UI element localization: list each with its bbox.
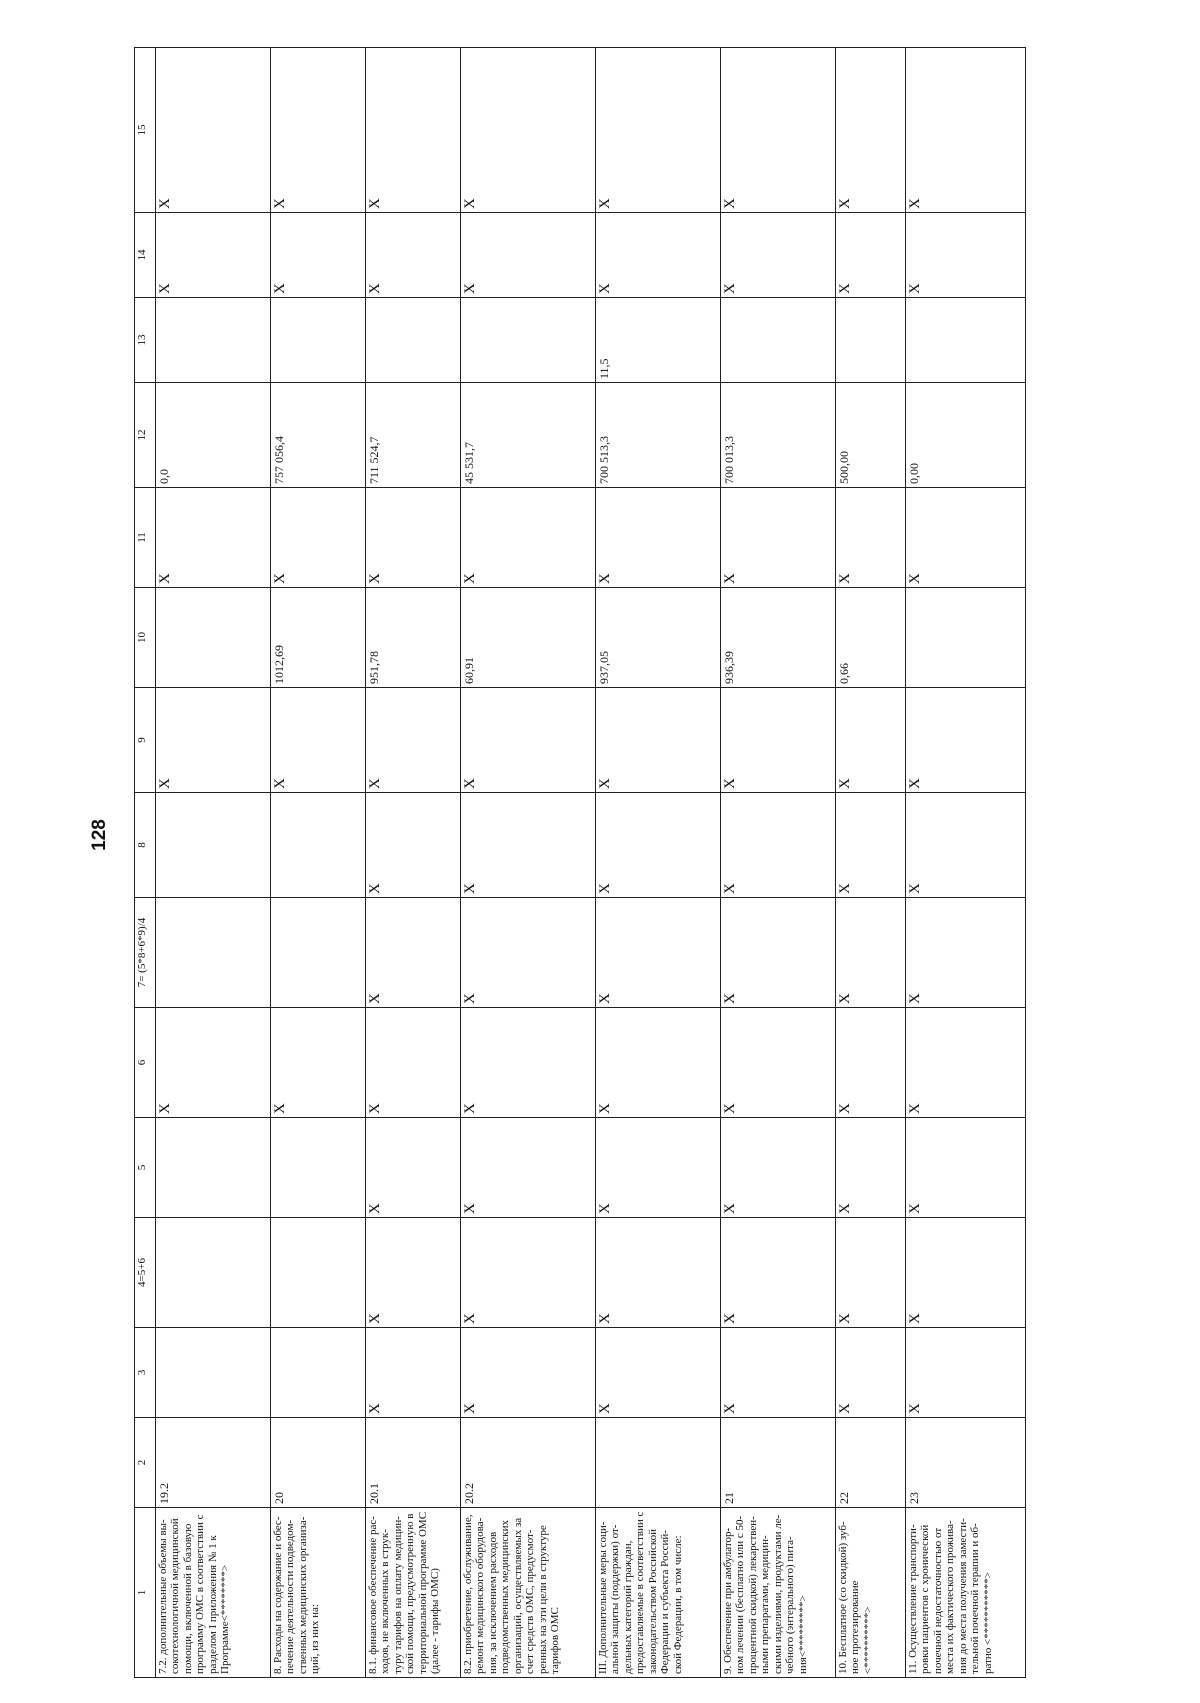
cell-col-5: X — [596, 1118, 721, 1218]
cell-col-5 — [271, 1118, 366, 1218]
cell-col-15: X — [721, 48, 836, 213]
row-code: 19.2 — [156, 1418, 271, 1508]
cell-col-6: X — [596, 1008, 721, 1118]
cell-col-8: X — [366, 793, 461, 898]
cell-col-11: X — [836, 488, 906, 588]
header-cell-3: 3 — [135, 1328, 156, 1418]
header-cell-15: 15 — [135, 48, 156, 213]
row-description: III. Дополнительные меры соци-альной защиты (поддержки) от-дельных категорий граждан, предоставляемые в соответствии с законодательством Российской Федерации и субъекта Россий-ской Федерации, в том числе: — [596, 1508, 721, 1678]
row-code: 20.2 — [461, 1418, 596, 1508]
header-cell-13: 13 — [135, 298, 156, 383]
cell-col-14: X — [271, 213, 366, 298]
table-row — [906, 48, 1026, 1678]
cell-col-15: X — [366, 48, 461, 213]
cell-col-10: 0,66 — [836, 588, 906, 688]
cell-col-12: 700 513,3 — [596, 383, 721, 488]
cell-col-10 — [906, 588, 1026, 688]
table-row — [366, 48, 461, 1678]
cell-col-12: 757 056,4 — [271, 383, 366, 488]
row-description: 7.2. дополнительные объемы вы-сокотехнологичной медицинской помощи, включенной в базовую программу ОМС в соответствии с разделом I приложения № 1 к Программе<********> — [156, 1508, 271, 1678]
cell-col-9: X — [271, 688, 366, 793]
cell-col-8: X — [906, 793, 1026, 898]
cell-col-13 — [156, 298, 271, 383]
cell-col-5: X — [461, 1118, 596, 1218]
cell-col-6: X — [271, 1008, 366, 1118]
cell-col-6: X — [366, 1008, 461, 1118]
cell-col-14: X — [836, 213, 906, 298]
cell-col-9: X — [156, 688, 271, 793]
cell-col-15: X — [906, 48, 1026, 213]
cell-col-5: X — [906, 1118, 1026, 1218]
cell-col-13 — [461, 298, 596, 383]
cell-col-7: X — [721, 898, 836, 1008]
cell-col-9: X — [836, 688, 906, 793]
header-cell-14: 14 — [135, 213, 156, 298]
row-code: 23 — [906, 1418, 1026, 1508]
table-row — [156, 48, 271, 1678]
cell-col-14: X — [721, 213, 836, 298]
cell-col-5: X — [836, 1118, 906, 1218]
cell-col-9: X — [906, 688, 1026, 793]
cell-col-13 — [906, 298, 1026, 383]
cell-col-4: X — [836, 1218, 906, 1328]
row-description: 8.2. приобретение, обслуживание, ремонт медицинского оборудова-ния, за исключением расходов подведомственных медицинских организаций, осуществляемых за счет средств ОМС, предусмот-ренных на эти цели в структуре тарифов ОМС — [461, 1508, 596, 1678]
cell-col-8 — [271, 793, 366, 898]
cell-col-6: X — [156, 1008, 271, 1118]
header-cell-2: 2 — [135, 1418, 156, 1508]
cell-col-11: X — [596, 488, 721, 588]
header-cell-7: 7= (5*8+6*9)/4 — [135, 898, 156, 1008]
cell-col-9: X — [596, 688, 721, 793]
cell-col-10: 951,78 — [366, 588, 461, 688]
cell-col-15: X — [836, 48, 906, 213]
row-code: 20 — [271, 1418, 366, 1508]
cell-col-6: X — [836, 1008, 906, 1118]
cell-col-10: 937,05 — [596, 588, 721, 688]
cell-col-15: X — [461, 48, 596, 213]
row-code: 21 — [721, 1418, 836, 1508]
cell-col-12: 700 013,3 — [721, 383, 836, 488]
cell-col-8 — [156, 793, 271, 898]
cell-col-3: X — [461, 1328, 596, 1418]
cell-col-7: X — [366, 898, 461, 1008]
cell-col-5: X — [366, 1118, 461, 1218]
header-cell-10: 10 — [135, 588, 156, 688]
cell-col-13 — [836, 298, 906, 383]
table-row — [836, 48, 906, 1678]
cell-col-6: X — [461, 1008, 596, 1118]
cell-col-7: X — [836, 898, 906, 1008]
cell-col-4: X — [366, 1218, 461, 1328]
cell-col-10 — [156, 588, 271, 688]
cell-col-10: 60,91 — [461, 588, 596, 688]
header-cell-8: 8 — [135, 793, 156, 898]
cell-col-8: X — [461, 793, 596, 898]
cell-col-3 — [156, 1328, 271, 1418]
row-code: 20.1 — [366, 1418, 461, 1508]
row-description: 9. Обеспечение при амбулатор-ном лечении (бесплатно или с 50-процентной скидкой) лекарствен-ными препаратами, медицин-скими изделиями, продуктами ле-чебного (энтерального) пита-ния<*********> — [721, 1508, 836, 1678]
cell-col-9: X — [461, 688, 596, 793]
cell-col-7: X — [906, 898, 1026, 1008]
cell-col-7: X — [461, 898, 596, 1008]
data-table — [134, 47, 1026, 1678]
table-row — [596, 48, 721, 1678]
cell-col-14: X — [366, 213, 461, 298]
cell-col-3: X — [366, 1328, 461, 1418]
cell-col-3: X — [721, 1328, 836, 1418]
cell-col-14: X — [596, 213, 721, 298]
cell-col-10: 936,39 — [721, 588, 836, 688]
cell-col-8: X — [596, 793, 721, 898]
cell-col-6: X — [906, 1008, 1026, 1118]
row-description: 8.1. финансовое обеспечение рас-ходов, не включенных в струк-туру тарифов на оплату медицин-ской помощи, предусмотренную в территориальной программе ОМС (далее - тарифы ОМС) — [366, 1508, 461, 1678]
cell-col-4 — [156, 1218, 271, 1328]
cell-col-14: X — [156, 213, 271, 298]
cell-col-3: X — [836, 1328, 906, 1418]
page-number: 128 — [89, 819, 110, 851]
cell-col-4: X — [906, 1218, 1026, 1328]
cell-col-7 — [271, 898, 366, 1008]
cell-col-3: X — [906, 1328, 1026, 1418]
row-code — [596, 1418, 721, 1508]
row-description: 8. Расходы на содержание и обес-печение деятельности подведом-ственных медицинских организа-ций, из них на: — [271, 1508, 366, 1678]
cell-col-13 — [271, 298, 366, 383]
cell-col-13: 11,5 — [596, 298, 721, 383]
cell-col-5: X — [721, 1118, 836, 1218]
cell-col-13 — [721, 298, 836, 383]
cell-col-15: X — [596, 48, 721, 213]
header-cell-11: 11 — [135, 488, 156, 588]
header-row — [135, 48, 156, 1678]
cell-col-11: X — [906, 488, 1026, 588]
cell-col-10: 1012,69 — [271, 588, 366, 688]
rotated-table-wrapper — [134, 48, 994, 1678]
cell-col-11: X — [271, 488, 366, 588]
cell-col-11: X — [461, 488, 596, 588]
cell-col-12: 500,00 — [836, 383, 906, 488]
header-cell-12: 12 — [135, 383, 156, 488]
header-cell-4: 4=5+6 — [135, 1218, 156, 1328]
table-row — [271, 48, 366, 1678]
cell-col-5 — [156, 1118, 271, 1218]
cell-col-14: X — [461, 213, 596, 298]
cell-col-15: X — [271, 48, 366, 213]
cell-col-11: X — [721, 488, 836, 588]
cell-col-6: X — [721, 1008, 836, 1118]
cell-col-12: 0,00 — [906, 383, 1026, 488]
cell-col-13 — [366, 298, 461, 383]
cell-col-4: X — [721, 1218, 836, 1328]
cell-col-4: X — [461, 1218, 596, 1328]
cell-col-12: 711 524,7 — [366, 383, 461, 488]
cell-col-12: 45 531,7 — [461, 383, 596, 488]
cell-col-15: X — [156, 48, 271, 213]
row-code: 22 — [836, 1418, 906, 1508]
header-cell-6: 6 — [135, 1008, 156, 1118]
row-description: 10. Бесплатное (со скидкой) зуб-ное протезирование <**********> — [836, 1508, 906, 1678]
cell-col-14: X — [906, 213, 1026, 298]
row-description: 11. Осуществление транспорти-ровки пациентов с хронической почечной недостаточностью от места их фактического прожива-ния до места получения замести-тельной почечной терапии и об-ратно <***********> — [906, 1508, 1026, 1678]
table-row — [461, 48, 596, 1678]
cell-col-8: X — [721, 793, 836, 898]
table-row — [721, 48, 836, 1678]
header-cell-5: 5 — [135, 1118, 156, 1218]
cell-col-4: X — [596, 1218, 721, 1328]
header-cell-1: 1 — [135, 1508, 156, 1678]
cell-col-3 — [271, 1328, 366, 1418]
cell-col-7: X — [596, 898, 721, 1008]
cell-col-11: X — [156, 488, 271, 588]
cell-col-9: X — [721, 688, 836, 793]
header-cell-9: 9 — [135, 688, 156, 793]
cell-col-4 — [271, 1218, 366, 1328]
cell-col-9: X — [366, 688, 461, 793]
cell-col-7 — [156, 898, 271, 1008]
cell-col-8: X — [836, 793, 906, 898]
cell-col-12: 0,0 — [156, 383, 271, 488]
cell-col-3: X — [596, 1328, 721, 1418]
cell-col-11: X — [366, 488, 461, 588]
